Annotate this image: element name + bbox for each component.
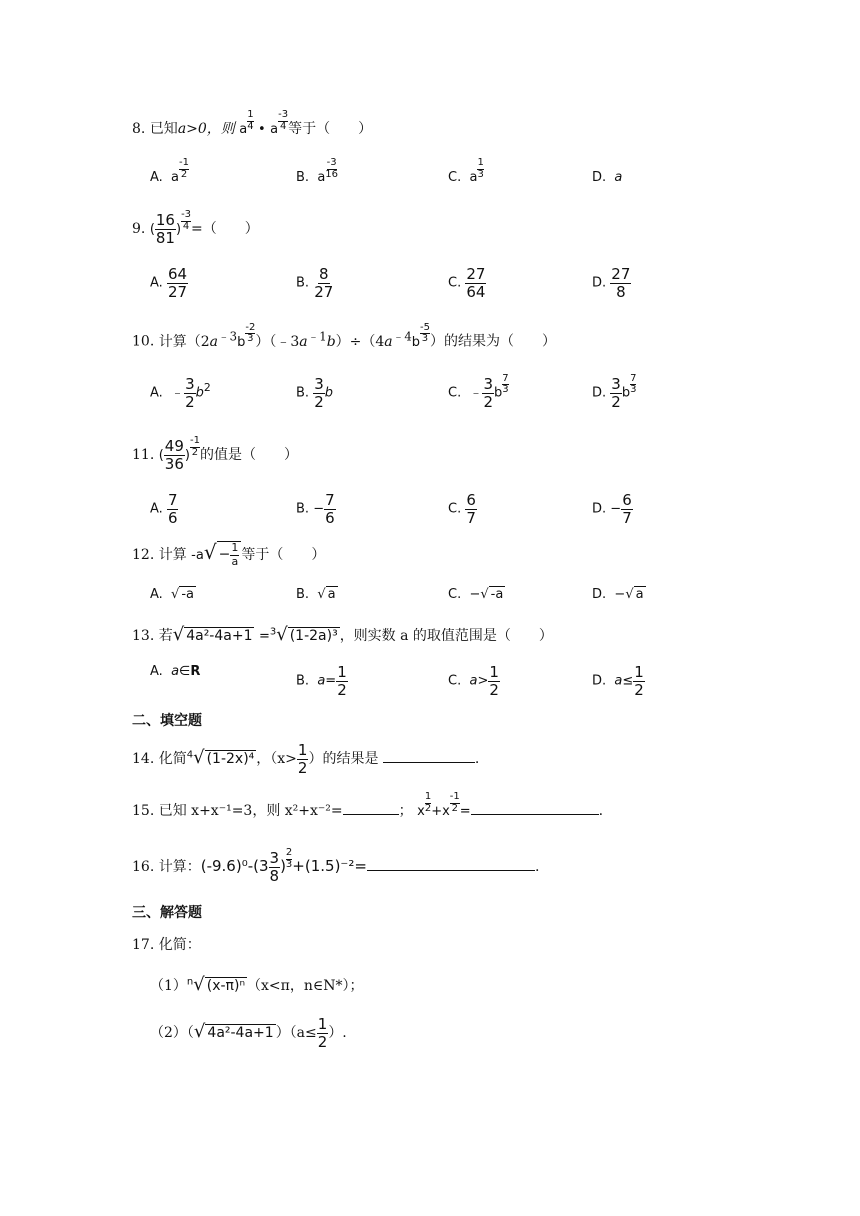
- question-11: 11. ( $\frac{49}{36}$ ) $\frac{-1}{2}$ 的值是（ ）: [132, 435, 298, 473]
- question-text: 已知: [149, 121, 178, 137]
- question-number: 9.: [132, 221, 146, 237]
- exponent: $\frac{-2}{3}$: [245, 321, 256, 345]
- radicand: (1-2x)⁴: [206, 751, 255, 767]
- option-c: C. −√ -a: [448, 587, 504, 602]
- exponent: $\frac{-1}{2}$: [189, 435, 200, 458]
- option-c: C. $\frac{27}{64}$: [448, 265, 486, 301]
- radicand: (1-2a)³: [289, 628, 338, 644]
- question-10: 10. 计算（$2a^{﹣3}b$ $\frac{-2}{3}$ ）$(﹣3a^{﹣1}b)\div(4a^{﹣4}b$ $\frac{-5}{3}$ ）的结果为（ ）: [132, 321, 556, 350]
- option-b: B. $\frac{3}{2}$ b: [296, 375, 334, 411]
- question-14: 14. 化简$^4$√ (1-2x)⁴ ，（x> $\frac{1}{2}$ ）的结果是 .: [132, 741, 480, 777]
- question-number: 12.: [132, 547, 155, 563]
- option-a: A. √ -a: [150, 587, 195, 602]
- radicand: 4a²-4a+1: [186, 628, 253, 644]
- question-tail: ）的结果为（ ）: [429, 333, 556, 350]
- base: a: [239, 122, 248, 137]
- section-heading: 三、解答题: [132, 905, 202, 921]
- option-a: A. ﹣ $\frac{3}{2}$ $b^2$: [150, 375, 211, 411]
- condition: a>0，则: [177, 121, 235, 137]
- option-b: B. $\frac{8}{27}$: [296, 265, 334, 301]
- radicand: (x-π)ⁿ: [206, 978, 246, 994]
- exponent: $\frac{-3}{4}$: [278, 109, 289, 132]
- answer-blank[interactable]: [383, 762, 475, 763]
- answer-blank[interactable]: [471, 814, 599, 815]
- question-text: 化简：: [158, 937, 201, 953]
- option-a: A. $\frac{64}{27}$: [150, 265, 188, 301]
- option-d: D. a: [592, 170, 623, 185]
- option-d: D. $\frac{27}{8}$: [592, 265, 631, 301]
- dot: •: [258, 122, 266, 137]
- option-d: D. a≤ $\frac{1}{2}$: [592, 663, 644, 699]
- question-number: 15.: [132, 803, 155, 819]
- question-13: 13. 若√ 4a²-4a+1 =$^3$√ (1-2a)³ ，则实数 a 的取值范围是（ ）: [132, 624, 553, 645]
- question-text: 计算（$2a^{﹣3}b$: [158, 329, 246, 350]
- answer-blank[interactable]: [343, 814, 399, 815]
- question-text: 化简: [158, 751, 187, 767]
- question-text: 已知 x+x⁻¹=3，则 x²+x⁻²=: [158, 803, 343, 819]
- question-9: 9. ( $\frac{16}{81}$ ) $\frac{-3}{4}$ =（ ）: [132, 209, 259, 247]
- question-number: 14.: [132, 751, 155, 767]
- option-b: B. √ a: [296, 587, 336, 602]
- section-heading: 二、填空题: [132, 713, 202, 729]
- exponent: $\frac{-5}{3}$: [420, 321, 430, 345]
- question-tail: =（ ）: [191, 221, 259, 237]
- question-tail: 的值是（ ）: [199, 447, 298, 463]
- option-b: B. a $\frac{-3}{16}$: [296, 157, 339, 185]
- option-c: C. a> $\frac{1}{2}$: [448, 663, 499, 699]
- question-text: 若: [158, 628, 173, 644]
- subquestion-2: （2）（√ 4a²-4a+1 ）（a≤ $\frac{1}{2}$ ）.: [150, 1015, 347, 1051]
- radicand: − $\frac{1}{a}$: [217, 541, 242, 567]
- exponent: $\frac{-3}{4}$: [181, 209, 192, 232]
- question-16: 16. 计算：(-9.6)⁰-(3 $\frac{3}{8}$ ) $\frac{2}{3}$ +(1.5)⁻²= .: [132, 847, 540, 885]
- option-a: A. $\frac{7}{6}$: [150, 491, 178, 527]
- base: a: [270, 122, 279, 137]
- answer-blank[interactable]: [367, 870, 535, 871]
- question-15: 15. 已知 x+x⁻¹=3，则 x²+x⁻²= ； x $\frac{1}{2}$ +x $\frac{-1}{2}$ = .: [132, 791, 604, 819]
- question-number: 8.: [132, 121, 146, 137]
- question-tail: 等于（ ）: [241, 547, 326, 563]
- option-b: B. a= $\frac{1}{2}$: [296, 663, 347, 699]
- question-text: 计算：: [158, 859, 201, 875]
- question-tail: ）的结果是: [308, 751, 379, 767]
- option-a: A. a∈R: [150, 664, 201, 679]
- fraction: $\frac{49}{36}$: [164, 437, 184, 473]
- question-17: [132, 934, 201, 954]
- question-12: 12. 计算 -a√ − $\frac{1}{a}$ 等于（ ）: [132, 540, 326, 568]
- option-c: C. a $\frac{1}{3}$: [448, 157, 484, 185]
- question-tail: 等于（ ）: [288, 121, 373, 137]
- fraction: $\frac{16}{81}$: [155, 211, 175, 247]
- radicand: 4a²-4a+1: [207, 1025, 274, 1041]
- option-d: D. − $\frac{6}{7}$: [592, 491, 632, 527]
- option-a: A. a $\frac{-1}{2}$: [150, 157, 190, 185]
- exponent: $\frac{1}{4}$: [247, 109, 254, 132]
- question-number: 17.: [132, 937, 155, 953]
- question-number: 16.: [132, 859, 155, 875]
- option-c: C. ﹣ $\frac{3}{2}$ b $\frac{7}{3}$: [448, 372, 509, 411]
- option-c: C. $\frac{6}{7}$: [448, 491, 476, 527]
- question-number: 13.: [132, 628, 155, 644]
- question-8: [132, 109, 373, 148]
- question-tail: ，则实数 a 的取值范围是（ ）: [339, 628, 553, 644]
- option-d: D. $\frac{3}{2}$ b $\frac{7}{3}$: [592, 372, 637, 411]
- option-d: D. −√ a: [592, 587, 644, 602]
- question-text: 计算: [158, 547, 187, 563]
- question-number: 10.: [132, 333, 155, 350]
- option-b: B. − $\frac{7}{6}$: [296, 491, 335, 527]
- question-number: 11.: [132, 447, 155, 463]
- subquestion-1: $(1)^n√$ (x-π)ⁿ （x<π，n∈N*）；: [150, 974, 364, 995]
